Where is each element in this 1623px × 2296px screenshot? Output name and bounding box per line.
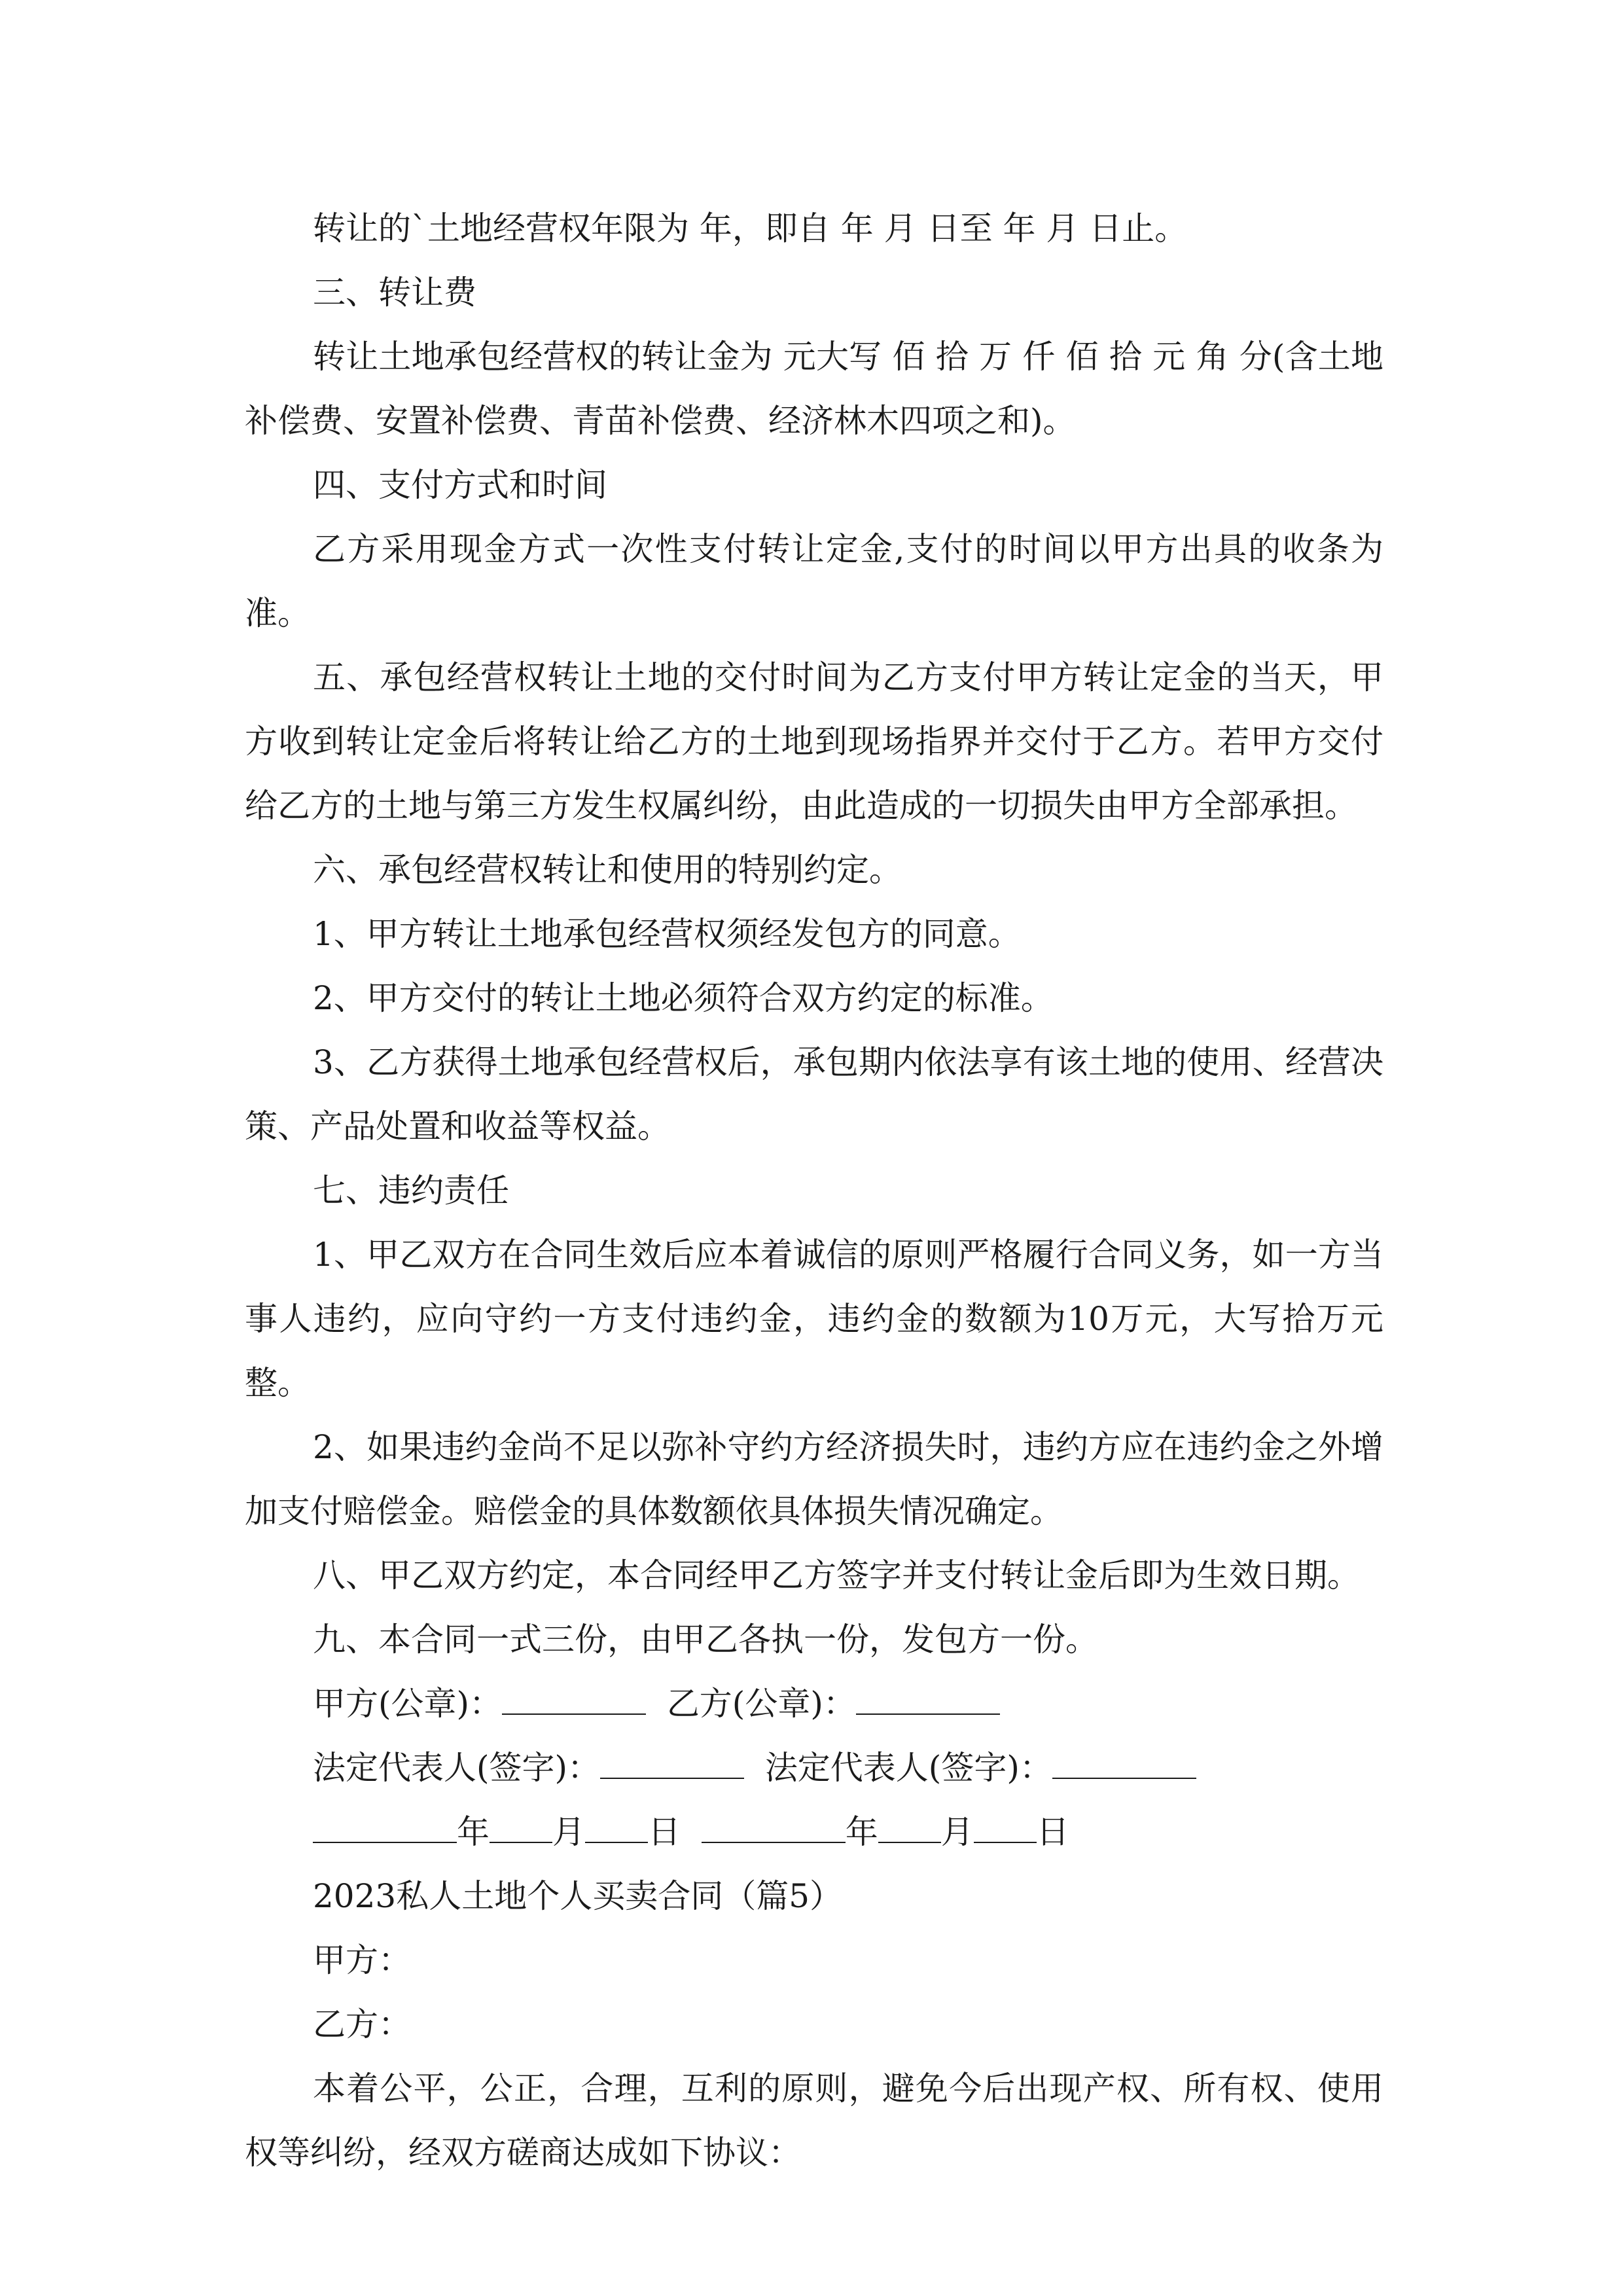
heading-special-terms: 六、承包经营权转让和使用的特别约定。 <box>313 851 902 889</box>
date-a-day-label: 日 <box>648 1813 681 1851</box>
paragraph-delivery: 五、承包经营权转让土地的交付时间为乙方支付甲方转让定金的当天，甲方收到转让定金后将转让给乙方的土地到现场指界并交付于乙方。若甲方交付给乙方的土地与第三方发生权属纠纷，由此造成的一切损失由甲方全部承担。 <box>245 658 1383 825</box>
date-b-month-label: 月 <box>940 1813 974 1851</box>
clause-effective-date: 八、甲乙双方约定，本合同经甲乙方签字并支付转让金后即为生效日期。 <box>313 1556 1360 1594</box>
party-b-seal-blank[interactable] <box>856 1677 1000 1715</box>
next-contract-title: 2023私人土地个人买卖合同（篇5） <box>313 1877 843 1915</box>
paragraph-payment: 乙方采用现金方式一次性支付转让定金,支付的时间以甲方出具的收条为准。 <box>245 530 1383 632</box>
clause-special-1: 1、甲方转让土地承包经营权须经发包方的同意。 <box>313 915 1021 953</box>
paragraph-term: 转让的`土地经营权年限为 年，即自 年 月 日至 年 月 日止。 <box>313 209 1188 247</box>
rep-a-blank[interactable] <box>600 1741 744 1779</box>
rep-b-label: 法定代表人(签字)： <box>764 1749 1052 1787</box>
date-b-month-blank[interactable] <box>878 1805 941 1843</box>
date-b-day-blank[interactable] <box>974 1805 1037 1843</box>
date-b-year-label: 年 <box>845 1813 878 1851</box>
heading-liability: 七、违约责任 <box>313 1172 509 1210</box>
clause-special-3: 3、乙方获得土地承包经营权后，承包期内依法享有该土地的使用、经营决策、产品处置和收益等权益。 <box>245 1043 1383 1145</box>
date-a-year-blank[interactable] <box>313 1805 457 1843</box>
clause-copies: 九、本合同一式三份，由甲乙各执一份，发包方一份。 <box>313 1621 1098 1659</box>
party-a-seal-blank[interactable] <box>502 1677 646 1715</box>
clause-special-2: 2、甲方交付的转让土地必须符合双方约定的标准。 <box>313 979 1054 1017</box>
seal-line <box>245 1672 1383 1736</box>
date-a-month-blank[interactable] <box>490 1805 552 1843</box>
clause-liability-1: 1、甲乙双方在合同生效后应本着诚信的原则严格履行合同义务，如一方当事人违约，应向守约一方支付违约金，违约金的数额为10万元，大写拾万元整。 <box>245 1236 1383 1402</box>
heading-transfer-fee: 三、转让费 <box>313 274 476 312</box>
representative-line <box>245 1736 1383 1800</box>
contract-body <box>245 196 1383 2185</box>
paragraph-transfer-fee: 转让土地承包经营权的转让金为 元大写 佰 拾 万 仟 佰 拾 元 角 分(含土地补偿费、安置补偿费、青苗补偿费、经济林木四项之和)。 <box>245 338 1383 440</box>
date-line <box>245 1800 1383 1864</box>
rep-b-blank[interactable] <box>1052 1741 1196 1779</box>
date-b-day-label: 日 <box>1036 1813 1069 1851</box>
heading-payment: 四、支付方式和时间 <box>313 466 607 504</box>
party-b-seal-label: 乙方(公章)： <box>666 1685 856 1723</box>
date-a-month-label: 月 <box>552 1813 585 1851</box>
rep-a-label: 法定代表人(签字)： <box>313 1749 601 1787</box>
date-b-year-blank[interactable] <box>702 1805 846 1843</box>
date-a-year-label: 年 <box>457 1813 490 1851</box>
next-party-b: 乙方： <box>313 2005 411 2043</box>
clause-liability-2: 2、如果违约金尚不足以弥补守约方经济损失时，违约方应在违约金之外增加支付赔偿金。赔偿金的具体数额依具体损失情况确定。 <box>245 1428 1383 1530</box>
next-intro: 本着公平，公正，合理，互利的原则，避免今后出现产权、所有权、使用权等纠纷，经双方磋商达成如下协议： <box>245 2070 1383 2172</box>
next-party-a: 甲方： <box>313 1941 411 1979</box>
party-a-seal-label: 甲方(公章)： <box>313 1685 503 1723</box>
date-a-day-blank[interactable] <box>585 1805 648 1843</box>
